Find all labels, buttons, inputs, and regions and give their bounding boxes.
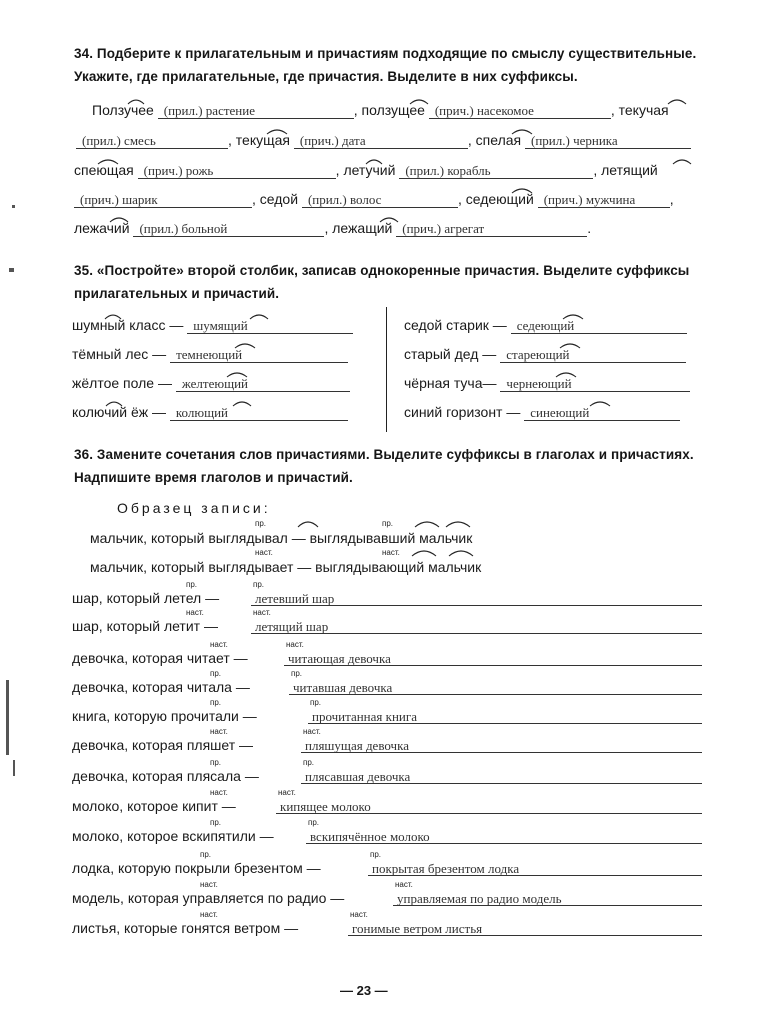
task35-right-4: [404, 404, 680, 421]
task34-row-2: (прил.) смесь , текущая (прич.) дата , спелая (прил.) черника: [76, 132, 691, 149]
phrase: молоко, которое кипит —: [72, 798, 236, 814]
tense-mark-verb: наст.: [200, 910, 218, 919]
task36-row: [72, 798, 236, 814]
answer-field[interactable]: летевший шар: [255, 591, 335, 606]
phrase: шар, который летит —: [72, 618, 218, 634]
tense-mark: наст.: [382, 548, 400, 557]
task35-left-1: [72, 317, 353, 334]
answer-field[interactable]: (прич.) рожь: [138, 163, 336, 179]
tense-mark-participle: наст.: [350, 910, 368, 919]
task35-left-3: [72, 375, 350, 392]
answer-field[interactable]: (прил.) черника: [525, 133, 691, 149]
answer-field[interactable]: темнеющий: [170, 347, 348, 363]
tense-mark-participle: наст.: [395, 880, 413, 889]
phrase: лодка, которую покрыли брезентом —: [72, 860, 321, 876]
tense-mark-verb: наст.: [210, 788, 228, 797]
answer-field[interactable]: седеющий: [511, 318, 687, 334]
tense-mark-participle: пр.: [370, 850, 382, 859]
scan-edge: [6, 680, 9, 755]
answer-field[interactable]: (прич.) мужчина: [538, 192, 670, 208]
answer-field[interactable]: (прил.) больной: [133, 221, 324, 237]
tense-mark-verb: пр.: [210, 758, 222, 767]
answer-field[interactable]: желтеющий: [176, 376, 350, 392]
task34-row-4: (прич.) шарик , седой (прил.) волос , седеющий (прич.) мужчина ,: [74, 191, 674, 208]
answer-field[interactable]: пляшущая девочка: [305, 738, 409, 753]
answer-field[interactable]: гонимые ветром листья: [352, 921, 483, 936]
task34-title-line2: Укажите, где прилагательные, где причастия. Выделите в них суффиксы.: [74, 69, 578, 84]
phrase: девочка, которая читает —: [72, 650, 248, 666]
phrase: жёлтое поле —: [72, 375, 172, 391]
tense-mark-participle: пр.: [291, 669, 303, 678]
phrase: молоко, которое вскипятили —: [72, 828, 274, 844]
tense-mark: наст.: [255, 548, 273, 557]
task35-title-line1: 35. «Постройте» второй столбик, записав однокоренные причастия. Выделите суффиксы: [74, 263, 690, 278]
answer-field[interactable]: (прил.) смесь: [76, 133, 228, 149]
task35-right-1: [404, 317, 687, 334]
tense-mark-verb: наст.: [210, 640, 228, 649]
tense-mark-participle: наст.: [278, 788, 296, 797]
answer-field[interactable]: (прил.) волос: [302, 192, 458, 208]
answer-field[interactable]: (прич.) шарик: [74, 192, 252, 208]
answer-field[interactable]: (прил.) растение: [158, 103, 354, 119]
tense-mark-participle: пр.: [303, 758, 315, 767]
task36-row: [72, 650, 248, 666]
phrase: колючий ёж —: [72, 404, 166, 420]
answer-field[interactable]: управляемая по радио модель: [397, 891, 562, 906]
answer-field[interactable]: летящий шар: [255, 619, 329, 634]
answer-field[interactable]: покрытая брезентом лодка: [372, 861, 520, 876]
tense-mark-participle: пр.: [308, 818, 320, 827]
tense-mark-verb: наст.: [200, 880, 218, 889]
tense-mark-participle: пр.: [310, 698, 322, 707]
tense-mark-participle: наст.: [253, 608, 271, 617]
word: летучий: [343, 162, 396, 178]
task36-row: [72, 590, 219, 606]
task36-row: [72, 860, 321, 876]
task35-right-2: [404, 346, 686, 363]
answer-field[interactable]: синеющий: [524, 405, 680, 421]
tense-mark-verb: пр.: [186, 580, 198, 589]
answer-field[interactable]: прочитанная книга: [312, 709, 417, 724]
word: лежащий: [332, 220, 393, 236]
phrase: старый дед —: [404, 346, 497, 362]
scan-dot: [9, 268, 14, 272]
word: текучая: [618, 102, 669, 118]
task36-title-line2: Надпишите время глаголов и причастий.: [74, 470, 353, 485]
answer-field[interactable]: стареющий: [500, 347, 686, 363]
answer-field[interactable]: вскипячённое молоко: [310, 829, 430, 844]
scan-dot: [12, 205, 15, 208]
phrase: девочка, которая читала —: [72, 679, 250, 695]
answer-field[interactable]: колющий: [170, 405, 348, 421]
sample-row-1: мальчик, который выглядывал — выглядывавший мальчик: [90, 530, 473, 546]
phrase: шар, который летел —: [72, 590, 220, 606]
tense-mark-participle: наст.: [303, 727, 321, 736]
answer-field[interactable]: читавшая девочка: [293, 680, 393, 695]
phrase: шумный класс —: [72, 317, 184, 333]
sample-row-2: мальчик, который выглядывает — выглядывающий мальчик: [90, 559, 482, 575]
task36-title-line1: 36. Замените сочетания слов причастиями. Выделите суффиксы в глаголах и причастиях.: [74, 447, 694, 462]
word: Ползучее: [92, 102, 154, 118]
word: текущая: [235, 132, 290, 148]
answer-field[interactable]: кипящее молоко: [280, 799, 371, 814]
phrase: листья, которые гонятся ветром —: [72, 920, 299, 936]
task36-row: [72, 890, 344, 906]
tense-mark-verb: наст.: [186, 608, 204, 617]
task34-row-3: спеющая (прич.) рожь , летучий (прил.) корабль , летящий: [74, 162, 658, 178]
task36-row: [72, 768, 259, 784]
phrase: седой старик —: [404, 317, 507, 333]
task34-row-1: Ползучее (прил.) растение , ползущее (прич.) насекомое , текучая: [92, 102, 669, 118]
tense-mark-verb: пр.: [210, 818, 222, 827]
answer-field[interactable]: (прил.) корабль: [399, 163, 593, 179]
column-divider: [386, 307, 387, 432]
task35-left-4: [72, 404, 348, 421]
answer-field[interactable]: шумящий: [187, 318, 353, 334]
tense-mark-participle: пр.: [253, 580, 265, 589]
phrase: книга, которую прочитали —: [72, 708, 257, 724]
phrase: девочка, которая плясала —: [72, 768, 259, 784]
task35-right-3: [404, 375, 690, 392]
word: спелая: [475, 132, 522, 148]
task34-row-5: лежачий (прил.) больной , лежащий (прич.) агрегат .: [74, 220, 592, 236]
answer-field[interactable]: (прич.) дата: [294, 133, 468, 149]
tense-mark-verb: наст.: [210, 727, 228, 736]
tense-mark-verb: пр.: [200, 850, 212, 859]
task36-row: [72, 737, 253, 753]
answer-field[interactable]: (прич.) агрегат: [396, 221, 587, 237]
answer-field[interactable]: чернеющий: [500, 376, 690, 392]
scan-edge: [13, 760, 15, 776]
task36-row: [72, 708, 257, 724]
task36-row: [72, 618, 218, 634]
task35-left-2: [72, 346, 348, 363]
phrase: чёрная туча—: [404, 375, 497, 391]
word: седой: [259, 191, 299, 207]
word: седеющий: [465, 191, 534, 207]
phrase: модель, которая управляется по радио —: [72, 890, 345, 906]
task36-row: [72, 679, 250, 695]
word: спеющая: [74, 162, 134, 178]
answer-field[interactable]: плясавшая девочка: [305, 769, 411, 784]
page-number: — 23 —: [340, 983, 388, 998]
sample-title: Образец записи:: [117, 500, 271, 516]
phrase: синий горизонт —: [404, 404, 521, 420]
tense-mark: пр.: [382, 519, 394, 528]
task35-title-line2: прилагательных и причастий.: [74, 286, 280, 301]
tense-mark-participle: наст.: [286, 640, 304, 649]
phrase: тёмный лес —: [72, 346, 167, 362]
tense-mark-verb: пр.: [210, 698, 222, 707]
tense-mark: пр.: [255, 519, 267, 528]
word: лежачий: [74, 220, 130, 236]
task36-row: [72, 828, 274, 844]
phrase: девочка, которая пляшет —: [72, 737, 254, 753]
answer-field[interactable]: (прич.) насекомое: [429, 103, 611, 119]
task36-row: [72, 920, 298, 936]
tense-mark-verb: пр.: [210, 669, 222, 678]
answer-field[interactable]: читающая девочка: [288, 651, 391, 666]
task34-title-line1: 34. Подберите к прилагательным и причастиям подходящие по смыслу существительные.: [74, 46, 697, 61]
word: ползущее: [361, 102, 425, 118]
word: летящий: [601, 162, 658, 178]
